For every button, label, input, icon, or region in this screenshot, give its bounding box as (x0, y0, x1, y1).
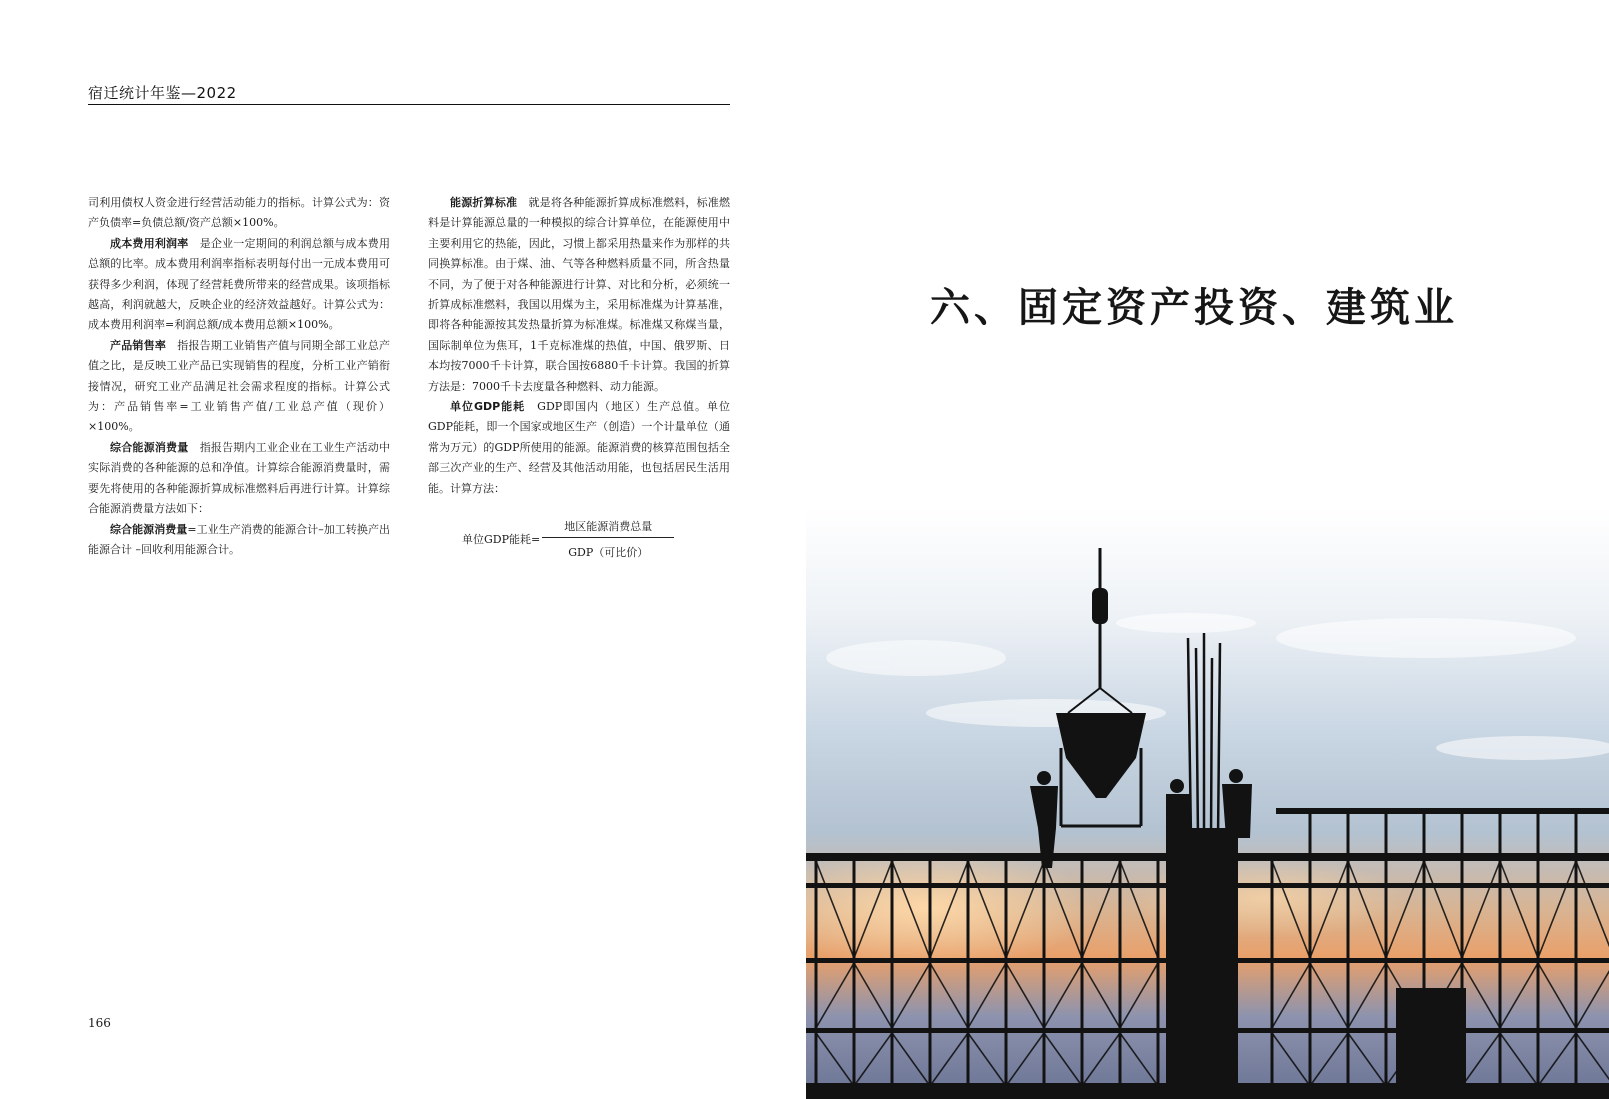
left-text-column (88, 193, 390, 560)
running-head-title: 宿迁统计年鉴—2022 (88, 84, 237, 102)
definition-sales-rate: 指报告期工业销售产值与同期全部工业总产值之比，是反映工业产品已实现销售的程度，分析工业产销衔接情况，研究工业产品满足社会需求程度的指标。计算公式为：产品销售率=工业销售产值/工业总产值（现价）×100%。 (88, 338, 391, 434)
header-rule (88, 104, 730, 105)
term-energy-conversion: 能源折算标准 (450, 196, 518, 209)
formula-lhs: 单位GDP能耗= (462, 533, 541, 546)
paragraph-energy-formula (88, 520, 390, 561)
term-energy-formula: 综合能源消费量 (110, 522, 188, 536)
paragraph-energy-conversion (428, 193, 730, 397)
paragraph-energy-consumption (88, 438, 390, 520)
page-number: 166 (88, 1016, 111, 1030)
term-energy-consumption: 综合能源消费量 (110, 440, 189, 454)
formula-fraction (542, 518, 674, 560)
term-sales-rate: 产品销售率 (110, 338, 167, 352)
middle-text-column (428, 193, 730, 499)
gdp-energy-formula (462, 516, 674, 562)
definition-energy-consumption: 指报告期内工业企业在工业生产活动中实际消费的各种能源的总和净值。计算综合能源消费量时，需要先将使用的各种能源折算成标准燃料后再进行计算。计算综合能源消费量方法如下： (88, 440, 391, 516)
construction-silhouette-photo (806, 508, 1609, 1099)
paragraph-cost-profit-ratio (88, 234, 390, 336)
chapter-title: 六、固定资产投资、建筑业 (930, 285, 1458, 331)
formula-numerator: 地区能源消费总量 (542, 518, 674, 538)
energy-formula-text: =工业生产消费的能源合计–加工转换产出能源合计 –回收利用能源合计。 (88, 522, 390, 556)
paragraph-gdp-energy (428, 397, 730, 499)
concrete-column (1166, 828, 1238, 1099)
definition-gdp-energy: GDP即国内（地区）生产总值。单位GDP能耗，即一个国家或地区生产（创造）一个计量单位（通常为万元）的GDP所使用的能源。能源消费的核算范围包括全部三次产业的生产、经营及其他活动用能，也包括居民生活用能。计算方法： (428, 400, 731, 495)
definition-cost-profit-ratio: 是企业一定期间的利润总额与成本费用总额的比率。成本费用利润率指标表明每付出一元成本费用可获得多少利润，体现了经营耗费所带来的经营成果。该项指标越高，利润就越大，反映企业的经济效益越好。计算公式为：成本费用利润率=利润总额/成本费用总额×100%。 (88, 236, 391, 332)
formula-denominator: GDP（可比价） (568, 546, 649, 559)
paragraph-sales-rate (88, 336, 390, 438)
paragraph-continued: 司利用债权人资金进行经营活动能力的指标。计算公式为：资产负债率=负债总额/资产总额×100%。 (88, 196, 390, 230)
term-gdp-energy: 单位GDP能耗 (450, 400, 526, 414)
term-cost-profit-ratio: 成本费用利润率 (110, 236, 189, 250)
definition-energy-conversion: 就是将各种能源折算成标准燃料，标准燃料是计算能源总量的一种模拟的综合计算单位，在能源使用中主要利用它的热能，因此，习惯上都采用热量来作为那样的共同换算标准。由于煤、油、气等各种燃料质量不同，所含热量不同，为了便于对各种能源进行计算、对比和分析，必须统一折算成标准燃料，我国以用煤为主，采用标准煤为计算基准，即将各种能源按其发热量折算为标准煤。标准煤又称煤当量，国际制单位为焦耳，1千克标准煤的热值，中国、俄罗斯、日本均按7000千卡计算，联合国按6880千卡计算。我国的折算方法是：7000千卡去度量各种燃料、动力能源。 (428, 196, 731, 393)
